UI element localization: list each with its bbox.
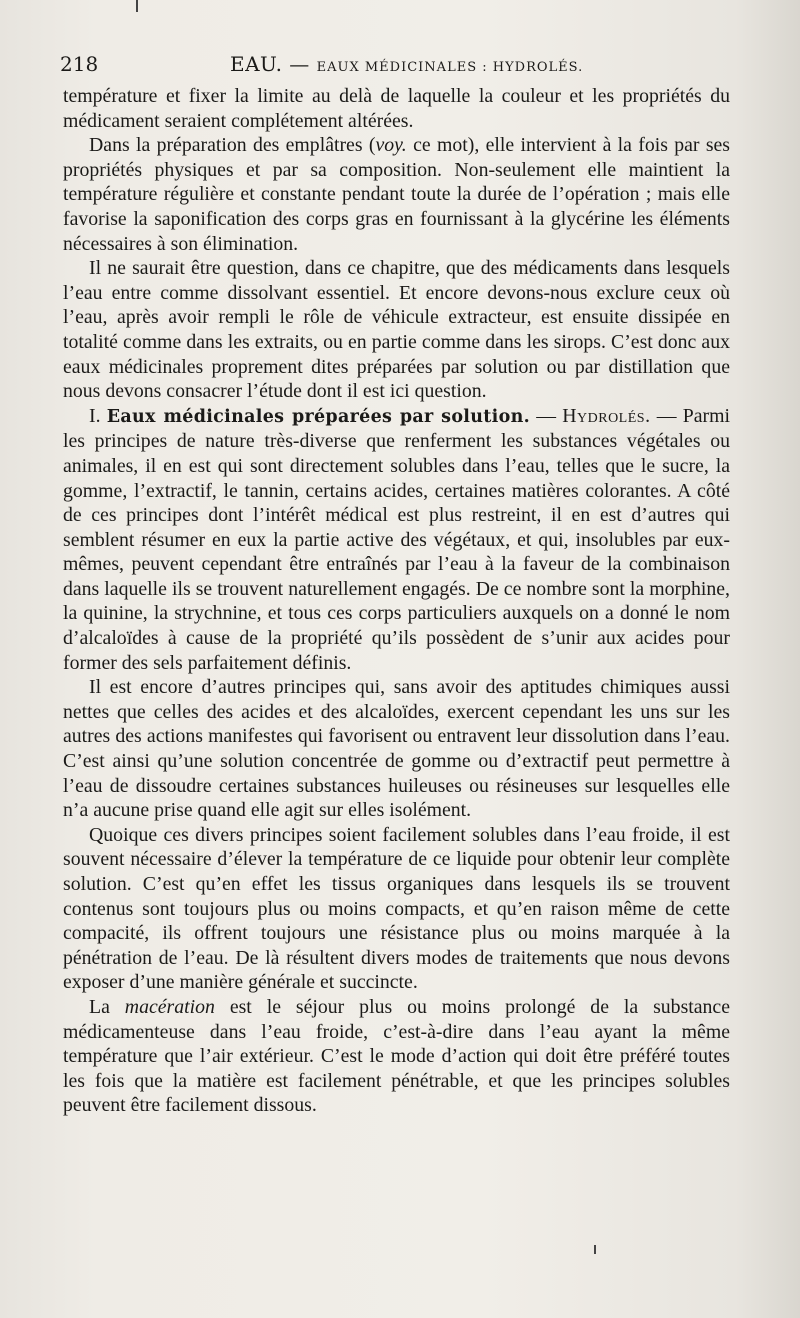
paragraph-continuation: température et fixer la limite au delà de laquelle la couleur et les propriétés du médicament seraient complétement altérées.: [63, 85, 730, 132]
paragraph-solubility: Quoique ces divers principes soient facilement solubles dans l’eau froide, il est souvent nécessaire d’élever la température de ce liquide pour obtenir leur complète solution. C’est qu’en effet les tissus organiques dans lesquels ils se trouvent contenus sont toujours plus ou moins compacts, et qu’en raison même de cette compacité, ils offrent toujours une résistance plus ou moins marquée à la pénétration de l’eau. De là résultent divers modes de traitements que nous devons exposer d’une manière générale et succincte.: [63, 823, 730, 994]
section-body: — Parmi les principes de nature très-diverse que renferment les substances végétales ou animales, il en est qui sont directement solubles dans l’eau, telles que le sucre, la gomme, l’extractif, le tannin, certains acides, certaines matières colorantes. A côté de ces principes dont l’intérêt médical est plus restreint, il en est d’autres qui semblent résumer en eux la partie active des végétaux, et qui, insolubles par eux-mêmes, peuvent cependant être entraînés par l’eau à la faveur de la combinaison dans laquelle ils se trouvent naturellement engagés. De ce nombre sont la morphine, la quinine, la strychnine, et tous ces corps particuliers auxquels on a donné le nom d’alcaloïdes à cause de la propriété qu’ils possèdent de s’unir aux acides pour former des sels parfaitement définis.: [63, 404, 730, 674]
p2-text-a: Dans la préparation des emplâtres (: [89, 134, 376, 157]
p7-text-a: La: [89, 995, 125, 1018]
top-edge-mark: [136, 0, 138, 12]
section-number: I.: [89, 404, 107, 427]
paragraph-scope: Il ne saurait être question, dans ce chapitre, que des médicaments dans lesquels l’eau entre comme dissolvant essentiel. Et encore devons-nous exclure ceux où l’eau, après avoir rempli le rôle de véhicule extracteur, est ensuite dissipée en totalité comme dans les extraits, ou en partie comme dans les sirops. C’est donc aux eaux médicinales proprement dites préparées par solution ou par distillation que nous devons consacrer l’étude dont il est ici question.: [63, 257, 730, 403]
p2-text-b: ce mot), elle intervient à la fois par ses propriétés physiques et par sa composition. Non-seulement elle maintient la température régulière et constante pendant toute la durée de l’opération ; mais elle favorise la saponification des corps gras en fournissant à la glycérine les éléments nécessaires à son élimination.: [63, 134, 731, 255]
section-hydroles: [63, 404, 730, 676]
page-number: 218: [60, 52, 99, 76]
section-subtitle: Hydrolés.: [562, 404, 651, 427]
running-head-sub: EAUX MÉDICINALES : HYDROLÉS.: [316, 60, 584, 75]
section-dash: —: [530, 404, 563, 427]
running-header: [60, 48, 730, 82]
p7-maceration: macération: [124, 995, 215, 1018]
page-body: [63, 84, 730, 1118]
paragraph-other-principles: Il est encore d’autres principes qui, sans avoir des aptitudes chimiques aussi nettes que celles des acides et des alcaloïdes, exercent cependant les uns sur les autres des actions manifestes qui favorisent ou entravent leur dissolution dans l’eau. C’est ainsi qu’une solution concentrée de gomme ou d’extractif peut permettre à l’eau de dissoudre certaines substances huileuses ou résineuses sur lesquelles elle n’a aucune prise quand elle agit sur elles isolément.: [63, 676, 730, 822]
section-title: Eaux médicinales préparées par solution.: [106, 406, 530, 427]
running-head-main: EAU.: [230, 52, 283, 76]
p2-voy: voy.: [375, 134, 407, 157]
running-head-dash: —: [282, 52, 317, 76]
bottom-ink-mark: [594, 1245, 596, 1254]
p7-text-b: est le séjour plus ou moins prolongé de la substance médicamenteuse dans l’eau froide, c’est-à-dire dans l’eau ayant la même température que l’air extérieur. C’est le mode d’action qui doit être préféré toutes les fois que la matière est facilement pénétrable, et que les principes solubles peuvent être facilement dissous.: [63, 995, 730, 1117]
paragraph-maceration: [63, 995, 730, 1118]
running-head: [230, 52, 583, 76]
paragraph-emplatres: [63, 133, 730, 256]
